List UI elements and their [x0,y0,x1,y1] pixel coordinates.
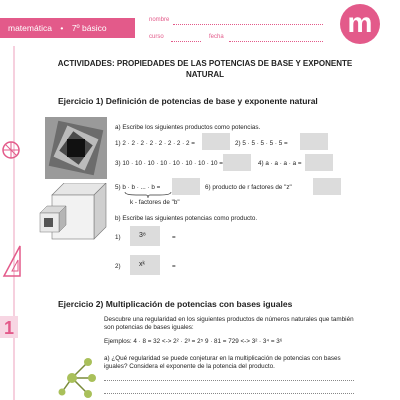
ex2-question: a) ¿Qué regularidad se puede conjeturar en la multiplicación de potencias con bases iguales? Considera el exponente de la potencia del producto. [104,355,341,370]
ex1-item-5: 5) b · b · ... · b = [115,184,161,191]
compass-icon [3,142,19,158]
subject-separator: • [60,23,64,33]
ex2-intro: Descubre una regularidad en los siguientes productos de números naturales que también son potencias de bases iguales: [104,316,354,331]
triangle-ruler-icon [4,246,20,276]
answer-box-6[interactable] [313,178,341,195]
fecha-line[interactable] [229,41,323,42]
ex1-a-instruction: a) Escribe los siguientes productos como potencias. [115,124,261,131]
nombre-line[interactable] [173,24,323,25]
answer-box-3[interactable] [223,154,251,171]
power-box-2 [130,255,160,275]
ex2-examples: Ejemplos: 4 · 8 = 32 <-> 2² · 2³ = 2⁵ 9 · 81 = 729 <-> 3² · 3⁴ = 3⁶ [104,338,283,345]
answer-box-2[interactable] [300,133,328,150]
ex1-item-3: 3) 10 · 10 · 10 · 10 · 10 · 10 · 10 · 10 = [115,160,223,167]
brand-logo: m [340,4,380,44]
ex1-heading: Ejercicio 1) Definición de potencias de base y exponente natural [58,96,318,106]
side-decoration [0,46,26,400]
answer-box-1[interactable] [202,133,230,150]
power-box-1 [130,226,160,246]
ex1-item-4: 4) a · a · a · a = [258,160,302,167]
unit-number: 1 [4,318,15,338]
ex1-b-instruction: b) Escribe las siguientes potencias como producto. [115,215,258,222]
ex1-b-item-1-num: 1) [115,234,121,241]
unit-number-badge [0,316,18,338]
molecule-figure [58,352,100,400]
answer-box-4[interactable] [305,154,333,171]
ex1-item-6: 6) producto de r factores de "z" [205,184,292,191]
page-header [0,0,400,46]
brace-underline [124,192,172,198]
nested-cubes-figure [38,183,108,243]
answer-box-5[interactable] [172,178,200,195]
spiral-squares-figure [45,117,107,179]
ex1-item-2: 2) 5 · 5 · 5 · 5 · 5 = [235,140,288,147]
ex2-heading: Ejercicio 2) Multiplicación de potencias con bases iguales [58,299,293,309]
grade-label: 7º básico [71,23,107,33]
student-fields [143,14,328,48]
ex1-item-5-caption: k - factores de "b" [130,199,180,206]
ex1-item-1: 1) 2 · 2 · 2 · 2 · 2 · 2 · 2 · 2 = [115,140,195,147]
subject-band [0,18,135,38]
curso-label: curso [149,34,164,40]
ex1-b-item-2-eq: = [172,263,176,270]
page-title: ACTIVIDADES: PROPIEDADES DE LAS POTENCIAS DE BASE Y EXPONENTE NATURAL [57,59,353,79]
power-x-k: xᵏ [139,261,145,268]
ex1-b-item-2-num: 2) [115,263,121,270]
curso-line[interactable] [171,41,201,42]
fecha-label: fecha [209,34,224,40]
subject-label: matemática [8,23,52,33]
nombre-label: nombre [149,17,170,23]
power-3-8: 3⁸ [139,232,146,239]
answer-line-1[interactable] [104,380,354,381]
answer-line-2[interactable] [104,393,354,394]
ex1-b-item-1-eq: = [172,234,176,241]
